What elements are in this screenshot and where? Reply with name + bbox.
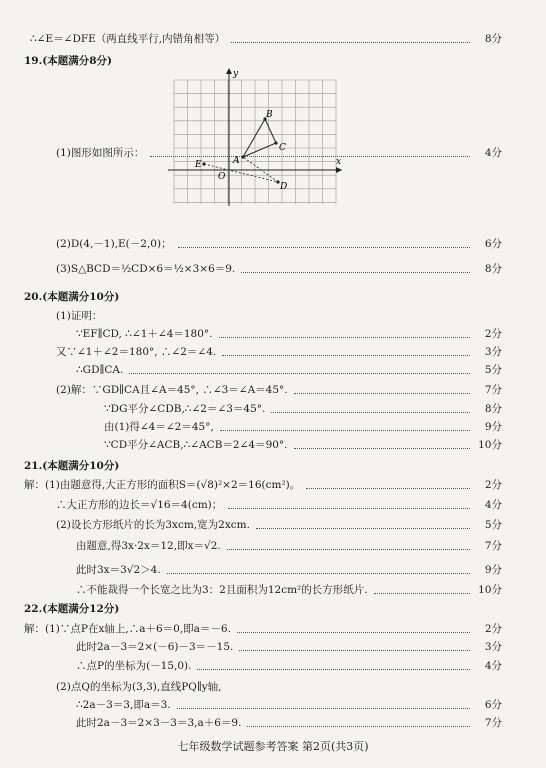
answer-line: ∴2a－3＝3,即a＝3. [76, 699, 171, 711]
coordinate-figure [164, 64, 349, 209]
score-points: 10分 [478, 584, 502, 596]
dotted-leader [178, 247, 470, 248]
answer-line: 由题意,得3x·2x＝12,即x＝√2. [76, 540, 221, 552]
answer-line: 22.(本题满分12分) [24, 603, 120, 615]
score-points: 5分 [484, 364, 502, 376]
answer-line: 21.(本题满分10分) [24, 460, 120, 472]
answer-line: (2)D(4,－1),E(－2,0)； [56, 238, 172, 250]
point-b-label: B [266, 110, 273, 120]
answer-line: 此时2a－3＝2×(－6)－3＝－15. [76, 641, 234, 653]
score-points: 7分 [484, 717, 502, 729]
dotted-leader [129, 373, 470, 374]
dotted-leader [228, 508, 470, 509]
dotted-leader [231, 42, 470, 43]
score-points: 8分 [484, 403, 502, 415]
dotted-leader [241, 272, 470, 273]
score-points: 9分 [484, 421, 502, 433]
page-footer: 七年级数学试题参考答案 第2页(共3页) [177, 740, 369, 753]
answer-line: (2)解：∵GD∥CA且∠A＝45°, ∴∠3＝∠A＝45°. [56, 384, 288, 396]
dotted-leader [197, 669, 470, 670]
answer-line: ∵EF∥CD, ∴∠1＋∠4＝180°. [76, 328, 213, 340]
score-points: 6分 [484, 699, 502, 711]
dotted-leader [294, 448, 470, 449]
dotted-leader [306, 488, 470, 489]
answer-line: 19.(本题满分8分) [24, 55, 113, 67]
answer-line: (2)点Q的坐标为(3,3),直线PQ∥y轴, [56, 681, 222, 693]
score-points: 6分 [484, 238, 502, 250]
score-points: 9分 [484, 564, 502, 576]
score-points: 2分 [484, 328, 502, 340]
score-points: 4分 [484, 147, 502, 159]
answer-line: 又∵∠1＋∠2＝180°, ∴∠2＝∠4. [56, 346, 217, 358]
answer-line: 此时2a－3＝2×3－3＝3,a＋6＝9. [76, 717, 242, 729]
score-points: 8分 [484, 263, 502, 275]
x-axis-label: x [336, 157, 342, 167]
score-points: 7分 [484, 540, 502, 552]
dotted-leader [222, 355, 470, 356]
answer-line: ∴大正方形的边长＝√16＝4(cm)； [56, 499, 223, 511]
dotted-leader [219, 337, 470, 338]
score-points: 7分 [484, 384, 502, 396]
score-points: 2分 [484, 623, 502, 635]
answer-line: ∵CD平分∠ACB,∴∠ACB＝2∠4＝90°. [104, 439, 288, 451]
answer-line: (3)S△BCD＝½CD×6＝½×3×6＝9. [56, 263, 236, 275]
dotted-leader [220, 430, 470, 431]
answer-line: ∴不能裁得一个长宽之比为3：2且面积为12cm²的长方形纸片. [76, 584, 368, 596]
answer-line: ∵DG平分∠CDB,∴∠2＝∠3＝45°. [104, 403, 266, 415]
dotted-leader [237, 632, 470, 633]
answer-line: 此时3x＝3√2＞4. [76, 564, 161, 576]
dotted-leader [271, 412, 470, 413]
answer-line: 解：(1)∵点P在x轴上,∴a＋6＝0,即a＝－6. [24, 623, 231, 635]
answer-line: (1)证明： [56, 310, 103, 322]
dotted-leader [167, 573, 470, 574]
score-points: 5分 [484, 519, 502, 531]
answer-line: ∴GD∥CA. [76, 364, 124, 376]
answer-line: (1)图形如图所示： [56, 147, 145, 159]
score-points: 3分 [484, 641, 502, 653]
answer-line: ∴点P的坐标为(－15,0). [76, 660, 192, 672]
answer-line: (2)设长方形纸片的长为3xcm,宽为2xcm. [56, 519, 250, 531]
point-e-label: E [195, 160, 202, 170]
answer-line: 20.(本题满分10分) [24, 291, 120, 303]
score-points: 3分 [484, 346, 502, 358]
dotted-leader [227, 549, 470, 550]
score-points: 4分 [484, 499, 502, 511]
score-points: 8分 [484, 33, 502, 45]
dotted-leader [239, 650, 470, 651]
score-points: 4分 [484, 660, 502, 672]
dotted-leader [374, 593, 470, 594]
answer-line: 由(1)得∠4＝∠2＝45°, [104, 421, 214, 433]
y-axis-label: y [233, 69, 239, 79]
point-d-label: D [280, 182, 288, 192]
dotted-leader [177, 708, 470, 709]
dotted-leader [294, 393, 470, 394]
dotted-leader [247, 726, 470, 727]
point-a-label: A [233, 156, 240, 166]
answer-line: 解：(1)由题意得,大正方形的面积S＝(√8)²×2＝16(cm²)。 [24, 479, 301, 491]
point-c-label: C [279, 143, 286, 153]
score-points: 2分 [484, 479, 502, 491]
score-points: 10分 [478, 439, 502, 451]
dotted-leader [256, 528, 470, 529]
origin-label: O [218, 172, 226, 182]
answer-line: ∴∠E＝∠DFE（两直线平行,内错角相等） [30, 33, 226, 45]
